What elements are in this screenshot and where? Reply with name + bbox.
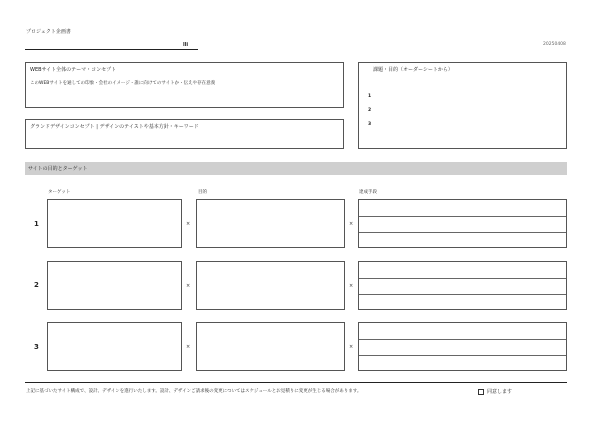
target-box-1[interactable] [47,199,182,248]
cross-mark: × [186,221,191,227]
row-divider [359,232,566,233]
target-box-3[interactable] [47,322,182,371]
row-divider [359,216,566,217]
cross-mark: × [349,221,354,227]
achievement-box-2[interactable] [358,261,567,310]
purpose-box-3[interactable] [196,322,345,371]
goals-box[interactable] [358,62,567,149]
goal-item-1: 1 [368,94,372,99]
design-concept-box[interactable] [25,119,344,149]
column-purpose: 目的 [198,190,207,195]
row-divider [359,278,566,279]
section-bar [25,162,567,175]
concept-box[interactable] [25,62,344,108]
row-divider [359,355,566,356]
target-box-2[interactable] [47,261,182,310]
cross-mark: × [186,283,191,289]
concept-heading: WEBサイト全体のテーマ・コンセプト [30,67,117,73]
purpose-box-2[interactable] [196,261,345,310]
row-number-3: 3 [34,343,39,351]
concept-text: このWEBサイトを通しての印象・会社のイメージ・誰に向けてのサイトか・伝えや存在意義 [30,81,216,86]
design-concept-heading: グランドデザインコンセプト | デザインのテイストや基本方針・キーワード [30,124,199,130]
column-achievement: 達成手段 [359,190,377,195]
goal-item-2: 2 [368,108,372,113]
achievement-box-1[interactable] [358,199,567,248]
achievement-box-3[interactable] [358,322,567,371]
footer-note: 上記に基づいたサイト構成で、設計、デザインを進行いたします。設計、デザインご請求後の変更についてはスケジュールとお見積りに変更が生じる場合があります。 [26,389,362,394]
footer-divider [25,382,567,383]
purpose-box-1[interactable] [196,199,345,248]
goal-item-3: 3 [368,122,372,127]
page-title: プロジェクト企画書 [26,29,71,35]
cross-mark: × [186,344,191,350]
row-divider [359,294,566,295]
cross-mark: × [349,283,354,289]
row-number-1: 1 [34,220,39,228]
row-number-2: 2 [34,281,39,289]
agree-checkbox[interactable] [478,389,484,395]
title-underline [25,49,198,50]
column-target: ターゲット [48,190,71,195]
header-mark: lli [183,42,189,48]
cross-mark: × [349,344,354,350]
goals-heading: 課題・目的（オーダーシートから） [373,67,453,73]
row-divider [359,339,566,340]
section-title: サイトの目的とターゲット [28,166,88,172]
agree-label: 同意します [487,389,513,395]
document-date: 20250408 [543,42,566,47]
